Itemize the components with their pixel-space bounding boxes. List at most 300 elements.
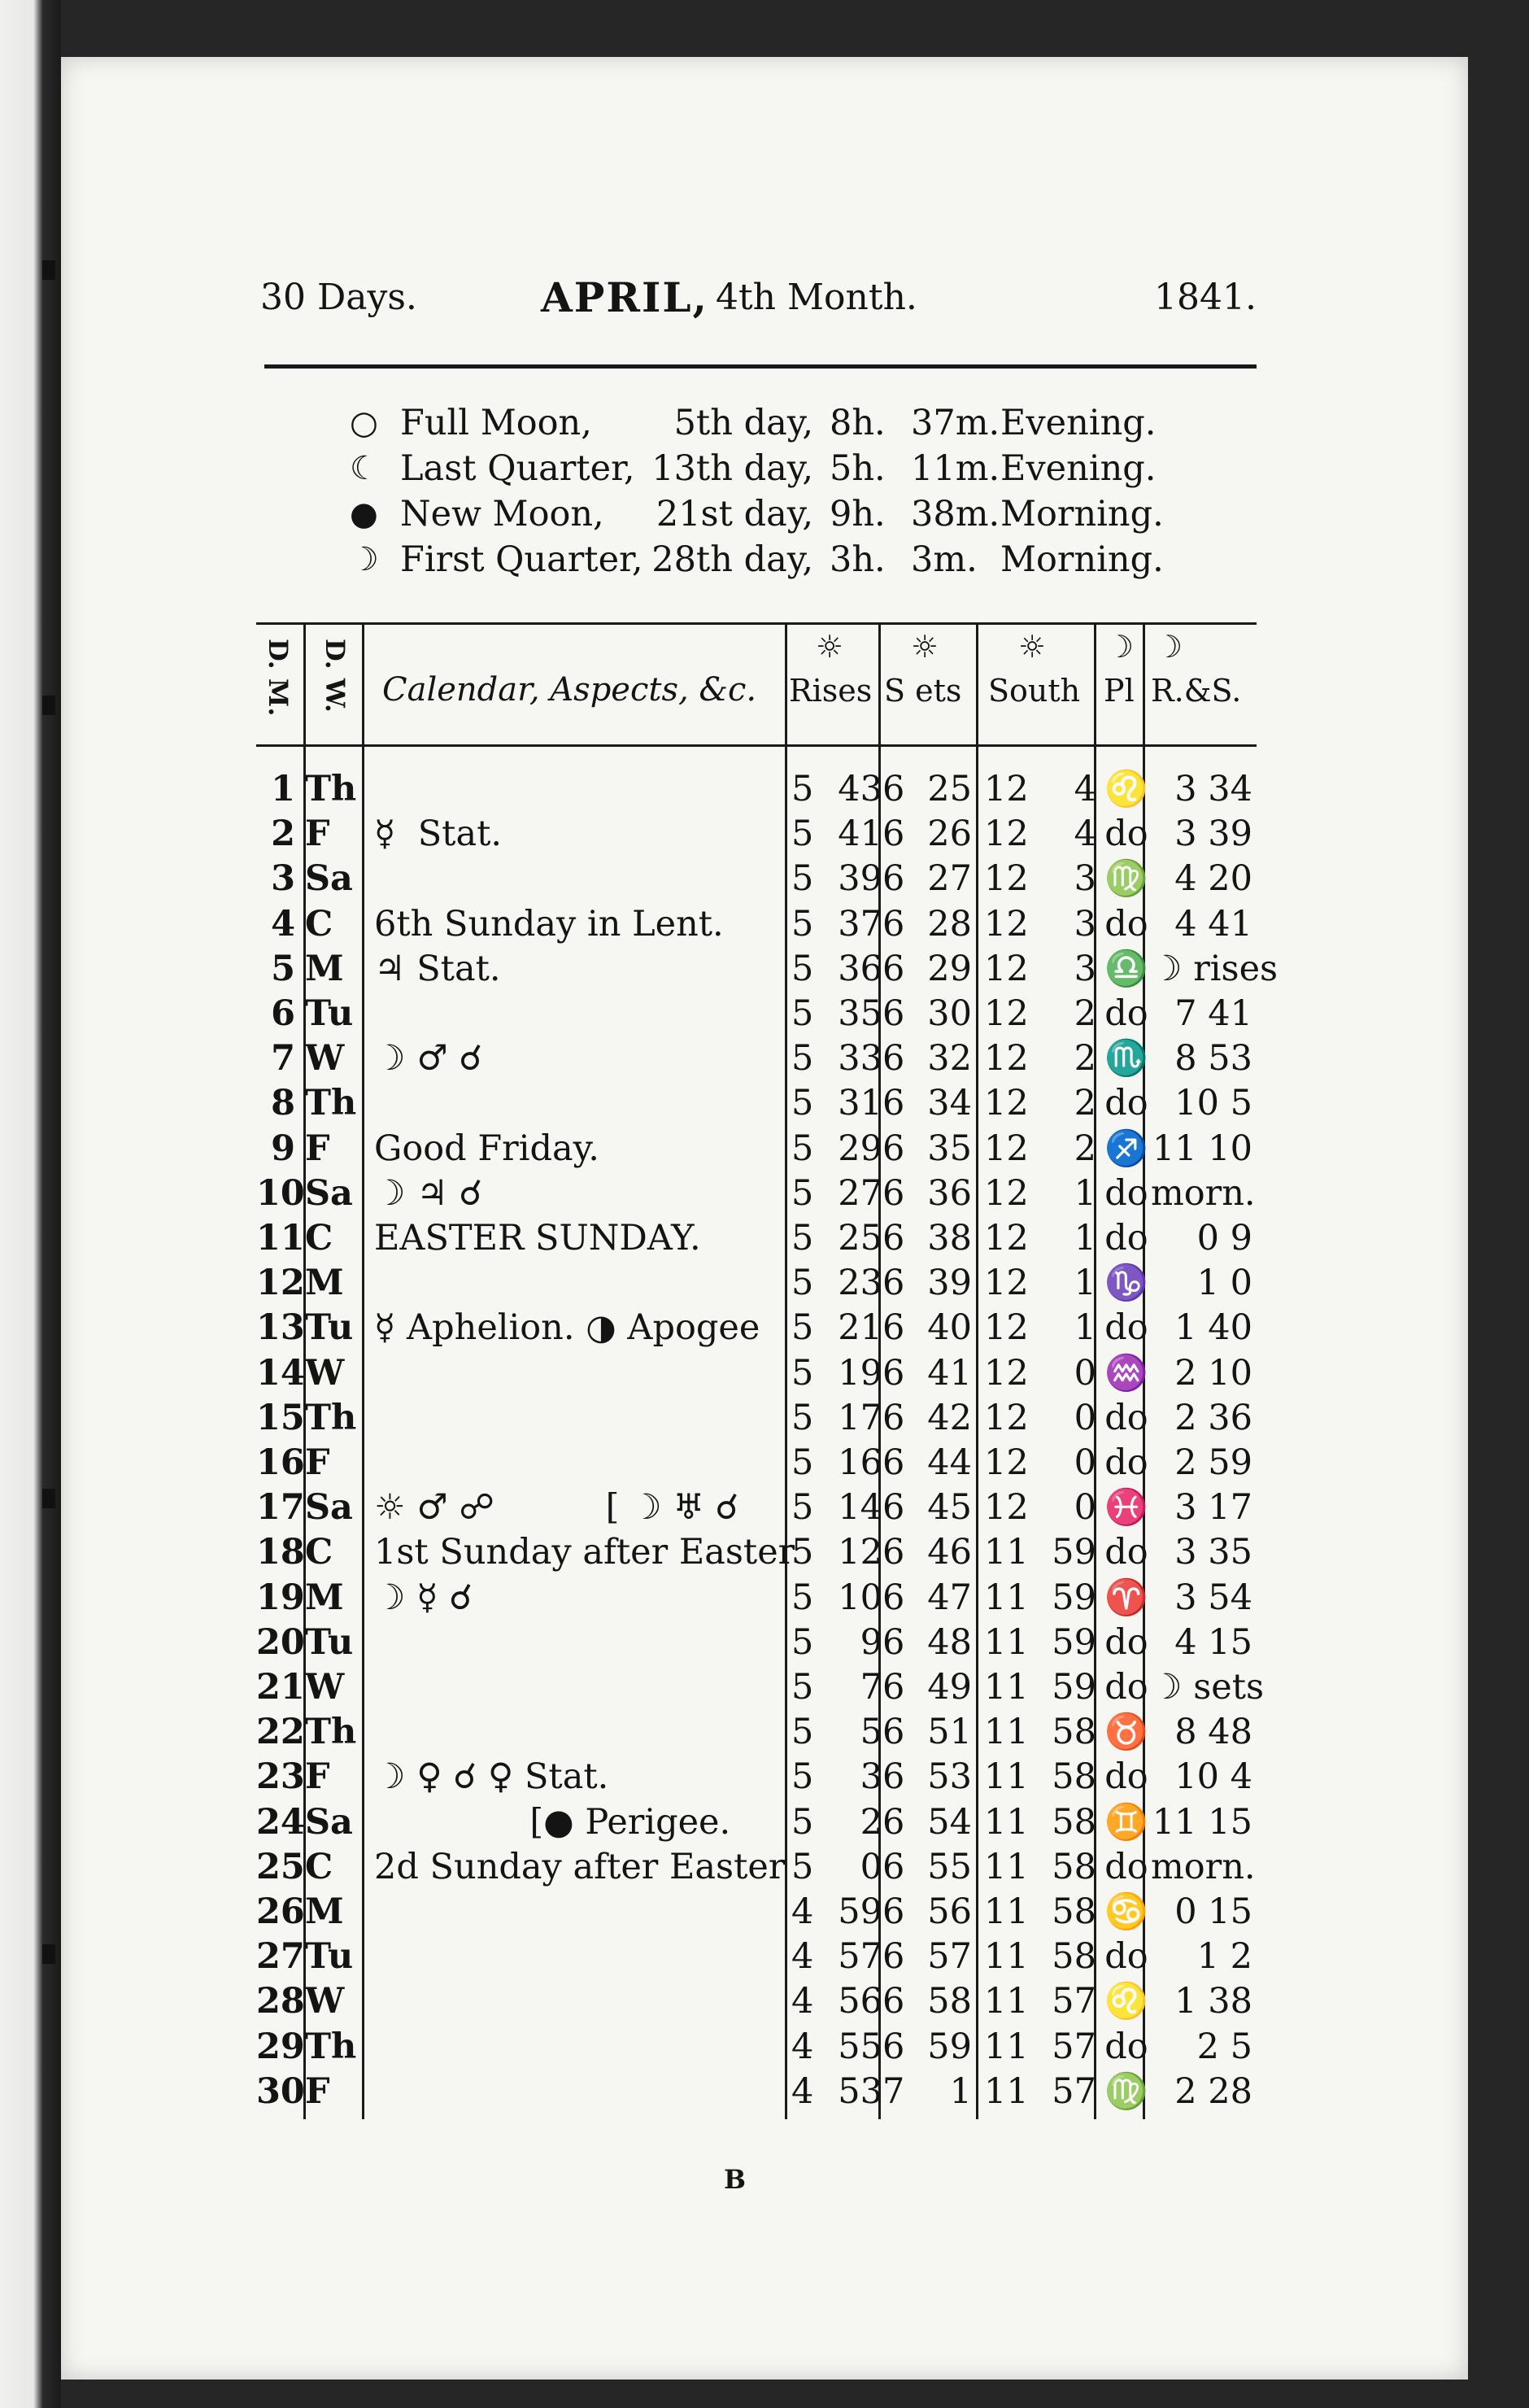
moon-rise-set: 3 54: [1174, 1577, 1252, 1618]
sunset-hour: 6: [882, 769, 905, 809]
south-hour: 11: [984, 2070, 1029, 2112]
day-of-month: 22: [256, 1712, 305, 1753]
day-of-month: 27: [256, 1936, 305, 1978]
south-minute: 1: [1074, 1218, 1096, 1259]
moon-rise-set: 10 4: [1174, 1756, 1252, 1798]
sunset-hour: 6: [882, 1218, 905, 1259]
south-hour: 11: [984, 1981, 1029, 2022]
day-of-week: Sa: [305, 1487, 353, 1529]
moon-rise-set: 3 35: [1174, 1532, 1252, 1573]
sunrise-hour: 5: [791, 1667, 814, 1708]
south-minute: 57: [1052, 2070, 1096, 2112]
sunset-minute: 44: [927, 1442, 972, 1483]
sunrise-minute: 27: [838, 1172, 882, 1214]
day-of-month: 16: [256, 1442, 305, 1483]
table-row: [256, 1487, 1257, 1532]
day-of-week: W: [305, 1981, 345, 2022]
moon-rise-set: 4 15: [1174, 1621, 1252, 1663]
south-hour: 11: [984, 1532, 1029, 1573]
moon-phase-full: [350, 403, 1179, 448]
south-minute: 0: [1074, 1487, 1096, 1529]
south-hour: 11: [984, 1712, 1029, 1753]
table-row: [256, 1847, 1257, 1891]
sunrise-minute: 55: [838, 2026, 882, 2067]
phase-hour: 5h.: [830, 448, 886, 489]
sunrise-hour: 5: [791, 1397, 814, 1438]
month-number: 4th Month.: [716, 277, 917, 318]
south-minute: 2: [1074, 993, 1096, 1034]
phase-day: 13th day,: [651, 448, 813, 489]
day-of-month: 10: [256, 1172, 305, 1214]
sunrise-minute: 43: [838, 769, 882, 809]
sunset-minute: 28: [927, 903, 972, 944]
day-of-month: 23: [256, 1756, 305, 1798]
moon-rise-set: 2 59: [1174, 1442, 1252, 1483]
header-rises: Rises: [789, 673, 873, 709]
south-minute: 58: [1052, 1801, 1096, 1843]
day-of-week: F: [305, 2070, 330, 2112]
sunset-minute: 40: [927, 1307, 972, 1349]
sunrise-minute: 12: [838, 1532, 882, 1573]
south-minute: 3: [1074, 948, 1096, 989]
table-row: [256, 858, 1257, 903]
sunrise-minute: 53: [838, 2070, 882, 2112]
phase-name: Full Moon,: [400, 403, 592, 443]
day-of-month: 4: [271, 903, 295, 944]
south-hour: 11: [984, 2026, 1029, 2067]
table-row: [256, 1577, 1257, 1622]
sunrise-hour: 5: [791, 1218, 814, 1259]
south-hour: 11: [984, 1756, 1029, 1798]
day-of-week: Sa: [305, 858, 353, 900]
south-hour: 12: [984, 1263, 1029, 1304]
sunrise-minute: 17: [838, 1397, 882, 1438]
month-title: APRIL,: [541, 273, 708, 321]
table-row: [256, 1398, 1257, 1442]
south-minute: 57: [1052, 1981, 1096, 2022]
south-hour: 12: [984, 903, 1029, 944]
south-minute: 59: [1052, 1532, 1096, 1573]
sunset-minute: 25: [927, 769, 972, 809]
south-minute: 58: [1052, 1846, 1096, 1887]
day-of-week: C: [305, 1532, 333, 1573]
sunrise-hour: 5: [791, 769, 814, 809]
header-calendar: Calendar, Aspects, &c.: [382, 671, 757, 709]
table-row: [256, 1038, 1257, 1083]
day-of-month: 8: [271, 1083, 295, 1124]
calendar-note: 6th Sunday in Lent.: [374, 903, 724, 944]
sunrise-hour: 5: [791, 814, 814, 855]
table-row: [256, 814, 1257, 858]
sunset-minute: 27: [927, 858, 972, 900]
table-row: [256, 1218, 1257, 1263]
sunrise-hour: 5: [791, 993, 814, 1034]
moon-phase-last-quarter: [350, 448, 1179, 494]
table-row: [256, 1173, 1257, 1218]
moon-rise-set: 8 53: [1174, 1038, 1252, 1080]
moon-icon: ☽: [1106, 629, 1135, 665]
moon-place: do: [1104, 2026, 1148, 2067]
phase-period: Evening.: [1000, 448, 1157, 489]
day-of-week: Th: [305, 1712, 357, 1753]
sunrise-hour: 4: [791, 1891, 814, 1932]
day-of-month: 13: [256, 1307, 305, 1349]
table-row: [256, 1981, 1257, 2026]
day-of-month: 14: [256, 1352, 305, 1394]
sunset-minute: 38: [927, 1218, 972, 1259]
day-of-week: Th: [305, 1083, 357, 1124]
moon-phase-new: [350, 494, 1179, 539]
days-count: 30 Days.: [260, 277, 417, 318]
calendar-note: EASTER SUNDAY.: [374, 1218, 701, 1259]
south-minute: 58: [1052, 1712, 1096, 1753]
south-minute: 1: [1074, 1263, 1096, 1304]
sunset-hour: 6: [882, 1801, 905, 1843]
header-rule: [264, 364, 1257, 369]
day-of-month: 25: [256, 1846, 305, 1887]
header-south: South: [988, 673, 1081, 709]
sunset-hour: 6: [882, 903, 905, 944]
day-of-month: 15: [256, 1397, 305, 1438]
sunset-minute: 49: [927, 1667, 972, 1708]
sunset-hour: 6: [882, 1981, 905, 2022]
table-row: [256, 1442, 1257, 1487]
sunset-minute: 1: [949, 2070, 972, 2112]
moon-place: ♑: [1104, 1263, 1148, 1304]
moon-place: ♉: [1104, 1712, 1148, 1753]
sunrise-hour: 5: [791, 858, 814, 900]
moon-rise-set: 10 5: [1174, 1083, 1252, 1124]
day-of-week: Tu: [305, 1307, 354, 1349]
sunset-hour: 6: [882, 1712, 905, 1753]
table-row: [256, 1936, 1257, 1981]
moon-place: ♒: [1104, 1352, 1148, 1394]
binding-thread: [42, 1944, 55, 1964]
south-minute: 2: [1074, 1083, 1096, 1124]
south-minute: 4: [1074, 769, 1096, 809]
south-hour: 12: [984, 814, 1029, 855]
south-minute: 58: [1052, 1891, 1096, 1932]
sunset-hour: 6: [882, 993, 905, 1034]
phase-minute: 38m.: [911, 494, 1000, 534]
sunrise-hour: 5: [791, 1442, 814, 1483]
calendar-note: ☿ Aphelion. ◑ Apogee: [374, 1307, 760, 1349]
sunset-hour: 6: [882, 1891, 905, 1932]
sunset-hour: 6: [882, 948, 905, 989]
south-hour: 12: [984, 993, 1029, 1034]
sunset-minute: 55: [927, 1846, 972, 1887]
almanac-table: [256, 622, 1279, 2127]
sunset-hour: 6: [882, 1172, 905, 1214]
header-rises-sets: R.&S.: [1151, 673, 1242, 709]
sun-icon: ☼: [816, 629, 844, 665]
sunrise-hour: 4: [791, 1981, 814, 2022]
sunset-hour: 6: [882, 1083, 905, 1124]
sunset-hour: 6: [882, 814, 905, 855]
day-of-week: Sa: [305, 1801, 353, 1843]
sunrise-hour: 5: [791, 1038, 814, 1080]
sunset-minute: 35: [927, 1128, 972, 1169]
day-of-month: 5: [271, 948, 295, 989]
sunrise-hour: 5: [791, 1172, 814, 1214]
sunset-hour: 6: [882, 1352, 905, 1394]
moon-place: ♋: [1104, 1891, 1148, 1932]
sunrise-minute: 56: [838, 1981, 882, 2022]
day-of-month: 21: [256, 1667, 305, 1708]
table-header-rule: [256, 744, 1257, 747]
calendar-note: ☿ Stat.: [374, 814, 503, 855]
sunset-minute: 56: [927, 1891, 972, 1932]
south-hour: 12: [984, 1218, 1029, 1259]
day-of-week: M: [305, 1263, 344, 1304]
moon-place: ♈: [1104, 1577, 1148, 1618]
sunset-minute: 39: [927, 1263, 972, 1304]
sunrise-minute: 7: [860, 1667, 882, 1708]
sunset-hour: 6: [882, 1667, 905, 1708]
day-of-month: 3: [271, 858, 295, 900]
sunrise-hour: 5: [791, 1712, 814, 1753]
moon-rise-set: morn.: [1151, 1846, 1256, 1887]
moon-rise-set: 2 5: [1196, 2026, 1252, 2067]
first-quarter-icon: ☽: [350, 541, 379, 578]
sun-icon: ☼: [911, 629, 939, 665]
sunrise-hour: 5: [791, 1128, 814, 1169]
south-minute: 0: [1074, 1352, 1096, 1394]
full-moon-icon: ○: [350, 404, 378, 442]
day-of-week: Tu: [305, 1936, 354, 1978]
south-hour: 12: [984, 1038, 1029, 1080]
sunrise-hour: 5: [791, 1352, 814, 1394]
moon-rise-set: morn.: [1151, 1172, 1256, 1214]
sunset-hour: 6: [882, 1577, 905, 1618]
phase-minute: 37m.: [911, 403, 1000, 443]
day-of-week: Th: [305, 2026, 357, 2067]
table-row: [256, 1532, 1257, 1577]
day-of-month: 11: [256, 1218, 305, 1259]
phase-period: Morning.: [1000, 539, 1164, 580]
sunrise-minute: 5: [860, 1712, 882, 1753]
moon-rise-set: 1 2: [1196, 1936, 1252, 1978]
sunrise-minute: 35: [838, 993, 882, 1034]
day-of-month: 9: [271, 1128, 295, 1169]
table-row: [256, 1128, 1257, 1173]
sunrise-hour: 4: [791, 1936, 814, 1978]
sunrise-minute: 3: [860, 1756, 882, 1798]
sunset-minute: 51: [927, 1712, 972, 1753]
sunset-minute: 54: [927, 1801, 972, 1843]
south-minute: 57: [1052, 2026, 1096, 2067]
day-of-week: Sa: [305, 1172, 353, 1214]
sunrise-minute: 19: [838, 1352, 882, 1394]
sunset-hour: 6: [882, 1936, 905, 1978]
moon-place: do: [1104, 1307, 1148, 1349]
south-hour: 12: [984, 1487, 1029, 1529]
table-row: [256, 2026, 1257, 2071]
sunset-minute: 48: [927, 1621, 972, 1663]
moon-rise-set: 2 36: [1174, 1397, 1252, 1438]
south-hour: 12: [984, 948, 1029, 989]
binding-thread: [42, 260, 55, 280]
moon-place: do: [1104, 993, 1148, 1034]
moon-place: ♍: [1104, 858, 1148, 900]
table-row: [256, 1756, 1257, 1801]
table-row: [256, 1667, 1265, 1712]
sunrise-minute: 16: [838, 1442, 882, 1483]
south-hour: 12: [984, 1083, 1029, 1124]
moon-icon: ☽: [1155, 629, 1183, 665]
table-row: [256, 1083, 1257, 1128]
sunrise-hour: 4: [791, 2026, 814, 2067]
sunrise-minute: 25: [838, 1218, 882, 1259]
moon-place: ♌: [1104, 1981, 1148, 2022]
day-of-month: 6: [271, 993, 295, 1034]
moon-rise-set: 4 41: [1174, 903, 1252, 944]
south-minute: 3: [1074, 903, 1096, 944]
table-row: [256, 1622, 1257, 1667]
day-of-month: 20: [256, 1621, 305, 1663]
sunrise-hour: 5: [791, 1801, 814, 1843]
day-of-week: M: [305, 948, 344, 989]
south-hour: 11: [984, 1846, 1029, 1887]
sunrise-minute: 9: [860, 1621, 882, 1663]
moon-place: do: [1104, 1756, 1148, 1798]
south-minute: 59: [1052, 1667, 1096, 1708]
sunrise-hour: 5: [791, 903, 814, 944]
south-minute: 0: [1074, 1397, 1096, 1438]
sunrise-minute: 29: [838, 1128, 882, 1169]
table-row: [256, 1263, 1257, 1307]
phase-hour: 9h.: [830, 494, 886, 534]
sunset-hour: 6: [882, 2026, 905, 2067]
sunrise-minute: 21: [838, 1307, 882, 1349]
sunset-minute: 58: [927, 1981, 972, 2022]
day-of-month: 1: [271, 769, 295, 809]
day-of-week: M: [305, 1891, 344, 1932]
moon-place: do: [1104, 1936, 1148, 1978]
day-of-month: 24: [256, 1801, 305, 1843]
sunset-minute: 47: [927, 1577, 972, 1618]
sunset-minute: 46: [927, 1532, 972, 1573]
sun-icon: ☼: [1018, 629, 1047, 665]
sunrise-minute: 36: [838, 948, 882, 989]
day-of-month: 26: [256, 1891, 305, 1932]
south-minute: 59: [1052, 1577, 1096, 1618]
south-hour: 11: [984, 1621, 1029, 1663]
south-minute: 1: [1074, 1307, 1096, 1349]
moon-rise-set: 2 10: [1174, 1352, 1252, 1394]
south-hour: 12: [984, 1307, 1029, 1349]
day-of-month: 18: [256, 1532, 305, 1573]
sunrise-hour: 5: [791, 1756, 814, 1798]
calendar-note: Good Friday.: [374, 1128, 599, 1169]
phase-period: Morning.: [1000, 494, 1164, 534]
day-of-month: 28: [256, 1981, 305, 2022]
sunrise-minute: 37: [838, 903, 882, 944]
sunset-minute: 32: [927, 1038, 972, 1080]
south-hour: 12: [984, 1397, 1029, 1438]
sunset-hour: 6: [882, 1263, 905, 1304]
table-row: [256, 993, 1257, 1038]
phase-minute: 3m.: [911, 539, 978, 580]
sunset-minute: 29: [927, 948, 972, 989]
calendar-note: ☼ ♂ ☍ [ ☽ ♅ ☌: [374, 1487, 739, 1529]
moon-rise-set: 7 41: [1174, 993, 1252, 1034]
south-hour: 12: [984, 1128, 1029, 1169]
day-of-week: Th: [305, 1397, 357, 1438]
sunset-minute: 34: [927, 1083, 972, 1124]
day-of-month: 2: [271, 814, 295, 855]
moon-rise-set: 1 0: [1196, 1263, 1252, 1304]
calendar-note: 2d Sunday after Easter: [374, 1846, 786, 1887]
south-hour: 12: [984, 1352, 1029, 1394]
last-quarter-icon: ☾: [350, 450, 379, 487]
day-of-week: W: [305, 1038, 345, 1080]
day-of-week: F: [305, 1756, 330, 1798]
south-hour: 12: [984, 769, 1029, 809]
calendar-note: ☽ ♂ ☌: [374, 1038, 483, 1080]
moon-phase-first-quarter: [350, 539, 1179, 585]
south-minute: 1: [1074, 1172, 1096, 1214]
south-minute: 4: [1074, 814, 1096, 855]
table-row: [256, 1353, 1257, 1398]
header-sets: S ets: [884, 673, 962, 709]
header-day-of-week: D. W.: [320, 639, 351, 713]
sunrise-hour: 4: [791, 2070, 814, 2112]
sunrise-minute: 10: [838, 1577, 882, 1618]
calendar-note: ☽ ☿ ☌: [374, 1577, 473, 1618]
moon-rise-set: 0 9: [1196, 1218, 1252, 1259]
moon-place: ♌: [1104, 769, 1148, 809]
moon-place: do: [1104, 1442, 1148, 1483]
sunrise-minute: 33: [838, 1038, 882, 1080]
calendar-note: 1st Sunday after Easter: [374, 1532, 795, 1573]
moon-rise-set: ☽ rises: [1151, 948, 1279, 989]
phase-name: First Quarter,: [400, 539, 643, 580]
sunset-minute: 42: [927, 1397, 972, 1438]
sunrise-minute: 39: [838, 858, 882, 900]
south-hour: 11: [984, 1667, 1029, 1708]
phase-period: Evening.: [1000, 403, 1157, 443]
moon-place: do: [1104, 1532, 1148, 1573]
header-day-of-month: D. M.: [263, 639, 294, 717]
phase-day: 28th day,: [651, 539, 813, 580]
sunset-minute: 53: [927, 1756, 972, 1798]
moon-place: ♓: [1104, 1487, 1148, 1529]
south-minute: 59: [1052, 1621, 1096, 1663]
day-of-week: Tu: [305, 993, 354, 1034]
sunset-hour: 6: [882, 1621, 905, 1663]
sunset-minute: 45: [927, 1487, 972, 1529]
sunrise-minute: 2: [860, 1801, 882, 1843]
phase-hour: 8h.: [830, 403, 886, 443]
table-row: [256, 1712, 1257, 1756]
moon-place: ♍: [1104, 2070, 1148, 2112]
day-of-week: W: [305, 1667, 345, 1708]
south-minute: 3: [1074, 858, 1096, 900]
sunrise-hour: 5: [791, 1621, 814, 1663]
south-hour: 12: [984, 1442, 1029, 1483]
moon-rise-set: 2 28: [1174, 2070, 1252, 2112]
binding-thread: [42, 696, 55, 715]
sunrise-hour: 5: [791, 1307, 814, 1349]
day-of-month: 30: [256, 2070, 305, 2112]
sunset-minute: 41: [927, 1352, 972, 1394]
phase-minute: 11m.: [911, 448, 1000, 489]
moon-rise-set: 3 39: [1174, 814, 1252, 855]
day-of-month: 7: [271, 1038, 295, 1080]
sunset-minute: 57: [927, 1936, 972, 1978]
south-hour: 12: [984, 858, 1029, 900]
